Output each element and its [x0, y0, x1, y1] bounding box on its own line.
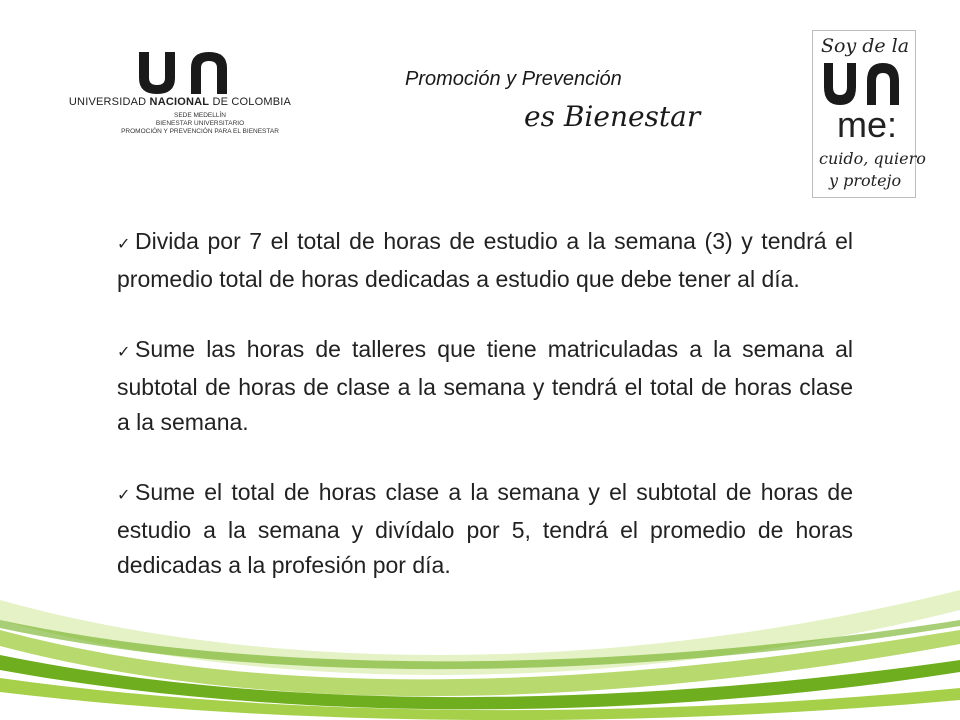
university-programa: PROMOCIÓN Y PREVENCIÓN PARA EL BIENESTAR [121, 128, 279, 135]
bullet-text: Divida por 7 el total de horas de estudio a la semana (3) y tendrá el promedio total de horas dedicadas a estudio que debe tener al día. [117, 228, 853, 292]
badge-line3: cuido, quiero [819, 149, 926, 168]
checkmark-icon: ✓ [117, 236, 131, 253]
university-name: UNIVERSIDAD NACIONAL DE COLOMBIA [68, 96, 292, 108]
bullet-text: Sume las horas de talleres que tiene matriculadas a la semana al subtotal de horas de clase a la semana y tendrá el total de horas clase a la semana. [117, 336, 853, 435]
header-subtitle: es Bienestar [524, 100, 701, 133]
header-title: Promoción y Prevención [405, 68, 622, 90]
university-bienestar: BIENESTAR UNIVERSITARIO [155, 120, 245, 127]
bullet-text: Sume el total de horas clase a la semana y el subtotal de horas de estudio a la semana y divídalo por 5, tendrá el promedio de horas dedicadas a la profesión por día. [117, 479, 853, 578]
bullet-item [117, 224, 853, 297]
bullet-list [117, 224, 853, 618]
un-logo-icon [135, 48, 235, 98]
campaign-badge [812, 30, 926, 198]
university-sede: SEDE MEDELLÍN [173, 112, 227, 119]
university-logo [55, 48, 305, 148]
badge-un-icon [821, 61, 903, 107]
badge-line1: Soy de la [821, 35, 910, 57]
checkmark-icon: ✓ [117, 487, 131, 504]
badge-line2: me: [837, 104, 898, 145]
checkmark-icon: ✓ [117, 344, 131, 361]
bullet-item [117, 332, 853, 440]
badge-line4: y protejo [829, 171, 902, 190]
green-swoosh-decoration [0, 560, 960, 720]
